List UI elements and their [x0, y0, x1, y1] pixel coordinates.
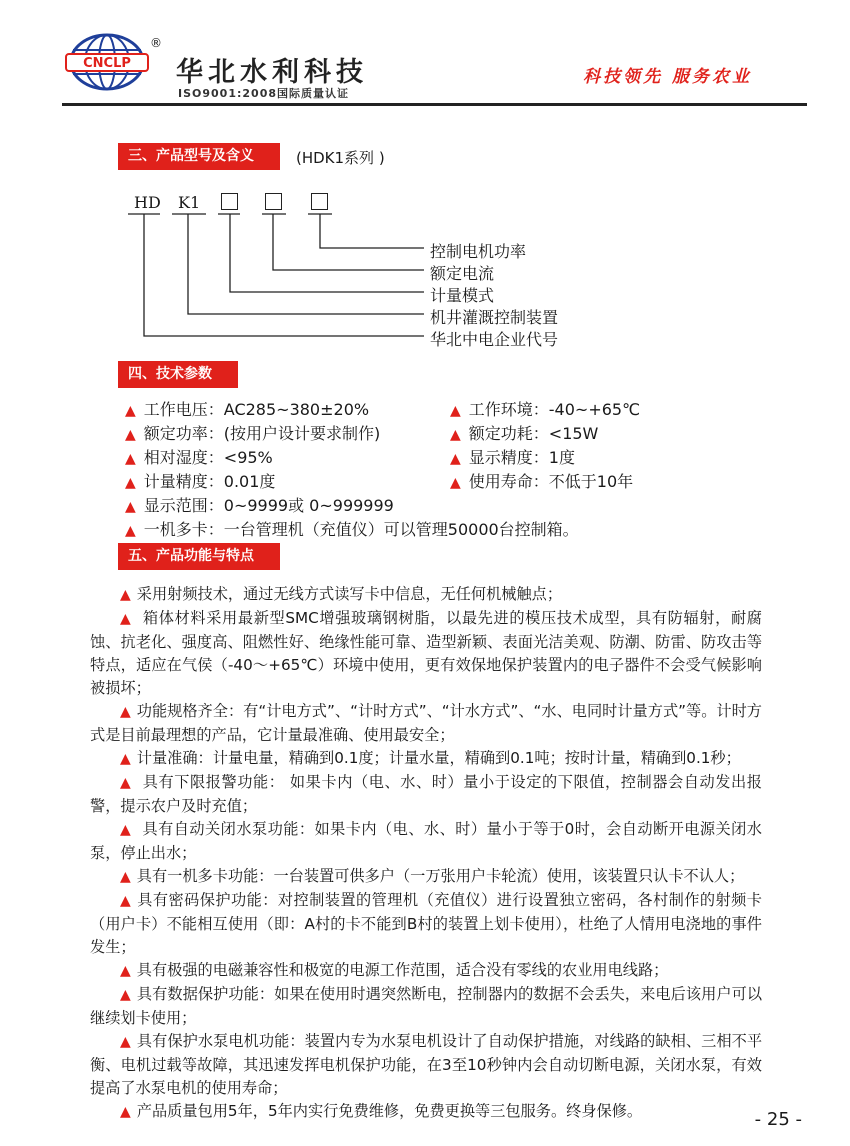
- triangle-icon: ▲: [120, 751, 131, 767]
- legend-rated-current: 额定电流: [430, 264, 495, 283]
- certification-text: ISO9001:2008国际质量认证: [178, 87, 349, 100]
- param-power-consumption: ▲ 额定功耗：<15W: [450, 424, 599, 443]
- param-metering-precision: ▲ 计量精度：0.01度: [125, 472, 276, 491]
- feature-item: ▲ 具有自动关闭水泵功能：如果卡内（电、水、时）量小于等于0时，会自动断开电源关闭水泵，停止出水；: [90, 820, 762, 862]
- feature-item: ▲ 具有一机多卡功能：一台装置可供多户（一万张用户卡轮流）使用，该装置只认卡不认人；: [120, 867, 745, 885]
- feature-item: ▲ 产品质量包用5年，5年内实行免费维修，免费更换等三包服务。终身保修。: [120, 1102, 643, 1120]
- triangle-icon: ▲: [120, 893, 132, 909]
- section3-subtitle: (HDK1系列 ): [296, 149, 385, 167]
- param-display-range: ▲ 显示范围：0~9999或 0~999999: [125, 496, 394, 515]
- triangle-icon: ▲: [125, 427, 136, 443]
- legend-motor-power: 控制电机功率: [430, 242, 527, 261]
- section5-title: 五、产品功能与特点: [128, 548, 254, 564]
- param-environment: ▲ 工作环境：-40~+65℃: [450, 400, 641, 419]
- triangle-icon: ▲: [125, 451, 136, 467]
- feature-item: ▲ 具有极强的电磁兼容性和极宽的电源工作范围，适合没有零线的农业用电线路；: [120, 961, 669, 979]
- section4-title-bar: [118, 361, 238, 388]
- triangle-icon: ▲: [450, 475, 461, 491]
- param-humidity: ▲ 相对湿度：<95%: [125, 448, 273, 467]
- triangle-icon: ▲: [120, 704, 131, 720]
- triangle-icon: ▲: [120, 963, 131, 979]
- legend-irrigation-device: 机井灌溉控制装置: [430, 308, 559, 327]
- triangle-icon: ▲: [120, 1034, 131, 1050]
- triangle-icon: ▲: [125, 499, 136, 515]
- triangle-icon: ▲: [450, 403, 461, 419]
- triangle-icon: ▲: [125, 403, 136, 419]
- company-name: 华北水利科技: [176, 57, 368, 88]
- param-service-life: ▲ 使用寿命：不低于10年: [450, 472, 634, 491]
- section5-title-bar: [118, 543, 280, 570]
- triangle-icon: ▲: [120, 1104, 131, 1120]
- param-multi-card: ▲ 一机多卡：一台管理机（充值仪）可以管理50000台控制箱。: [125, 520, 579, 539]
- triangle-icon: ▲: [120, 775, 132, 791]
- registered-mark: ®: [150, 36, 162, 50]
- feature-item: ▲ 采用射频技术，通过无线方式读写卡中信息，无任何机械触点；: [120, 585, 563, 603]
- feature-list: [90, 583, 762, 1124]
- triangle-icon: ▲: [120, 987, 131, 1003]
- section3-title: 三、产品型号及含义: [128, 148, 254, 164]
- triangle-icon: ▲: [120, 822, 132, 838]
- model-code-connector-lines: [0, 0, 850, 360]
- feature-item: ▲ 箱体材料采用最新型SMC增强玻璃钢树脂，以最先进的模压技术成型，具有防辐射，耐腐蚀、抗老化、强度高、阻燃性好、绝缘性能可靠、造型新颖、表面光洁美观、防潮、防雷、防攻击等特点，适应在气侯（-40～+65℃）环境中使用，更有效保地保护装置内的电子器件不会受气候影响被损坏；: [90, 609, 762, 697]
- param-display-precision: ▲ 显示精度：1度: [450, 448, 575, 467]
- legend-metering-mode: 计量模式: [430, 286, 495, 305]
- feature-item: ▲ 计量准确：计量电量，精确到0.1度；计量水量，精确到0.1吨；按时计量，精确到0.1秒；: [120, 749, 741, 767]
- svg-text:CNCLP: CNCLP: [83, 56, 131, 71]
- param-rated-power: ▲ 额定功率：(按用户设计要求制作): [125, 424, 381, 443]
- feature-item: ▲ 具有下限报警功能： 如果卡内（电、水、时）量小于设定的下限值，控制器会自动发出报警，提示农户及时充值；: [90, 773, 762, 815]
- code-part-hd: HD: [134, 193, 161, 212]
- feature-item: ▲ 具有数据保护功能：如果在使用时遇突然断电，控制器内的数据不会丢失，来电后该用户可以继续划卡使用；: [90, 985, 763, 1027]
- triangle-icon: ▲: [120, 611, 132, 627]
- triangle-icon: ▲: [125, 475, 136, 491]
- triangle-icon: ▲: [120, 587, 131, 603]
- feature-item: ▲ 功能规格齐全：有“计电方式”、“计时方式”、“计水方式”、“水、电同时计量方式”等。计时方式是目前最理想的产品，它计量最准确、使用最安全；: [90, 702, 762, 744]
- feature-item: ▲ 具有密码保护功能：对控制装置的管理机（充值仪）进行设置独立密码，各村制作的射频卡（用户卡）不能相互使用（即：A村的卡不能到B村的装置上划卡使用），杜绝了人情用电浇地的事件发生；: [90, 891, 762, 956]
- triangle-icon: ▲: [125, 523, 136, 539]
- legend-company-code: 华北中电企业代号: [430, 330, 559, 349]
- section4-title: 四、技术参数: [128, 366, 212, 382]
- triangle-icon: ▲: [450, 427, 461, 443]
- triangle-icon: ▲: [450, 451, 461, 467]
- code-part-k1: K1: [178, 193, 201, 212]
- triangle-icon: ▲: [120, 869, 131, 885]
- slogan: 科技领先 服务农业: [583, 67, 752, 87]
- param-voltage: ▲ 工作电压：AC285~380±20%: [125, 400, 370, 419]
- feature-item: ▲ 具有保护水泵电机功能：装置内专为水泵电机设计了自动保护措施，对线路的缺相、三相不平衡、电机过载等故障，其迅速发挥电机保护功能，在3至10秒钟内会自动切断电源，关闭水泵，有效提高了水泵电机的使用寿命；: [90, 1032, 763, 1097]
- page-number: - 25 -: [754, 1109, 802, 1130]
